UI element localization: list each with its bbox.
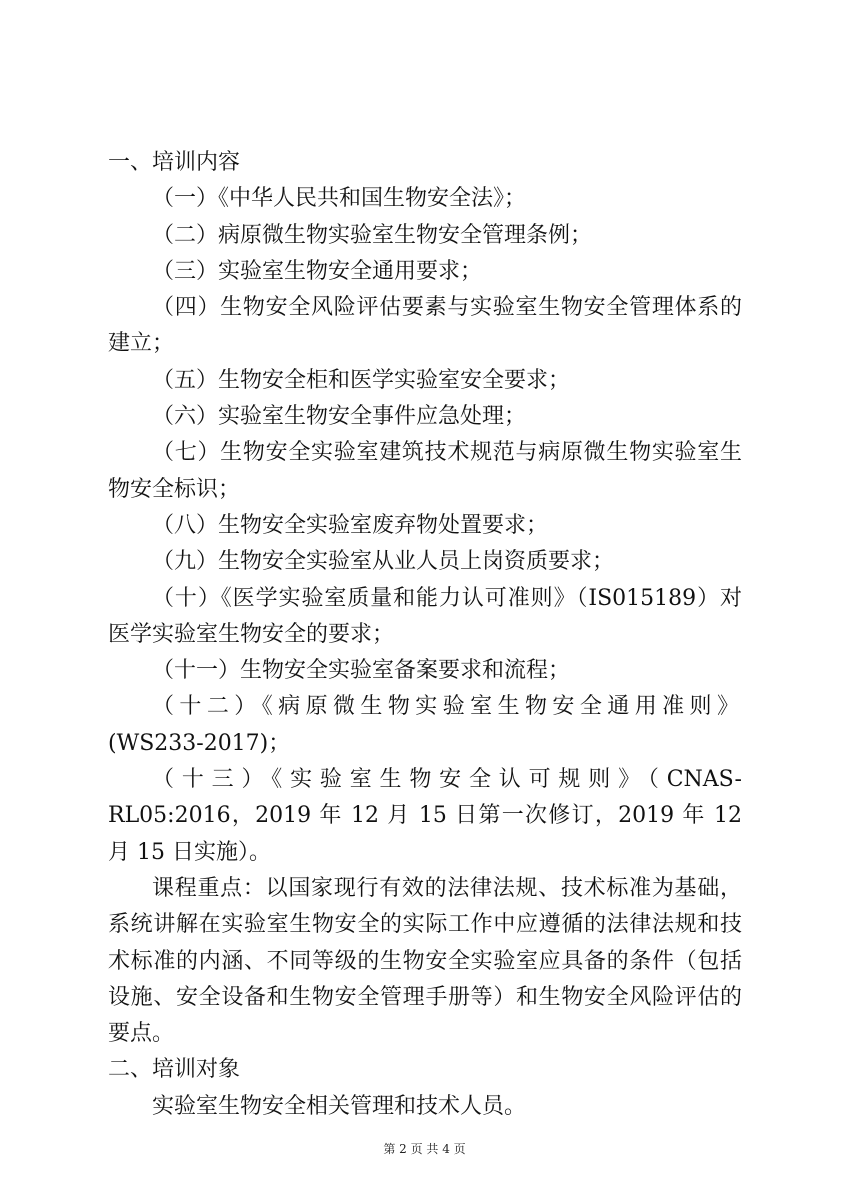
list-item: （七）生物安全实验室建筑技术规范与病原微生物实验室生物安全标识； bbox=[108, 440, 742, 502]
list-item: （九）生物安全实验室从业人员上岗资质要求； bbox=[152, 549, 615, 575]
list-item: （十一）生物安全实验室备案要求和流程； bbox=[152, 658, 571, 684]
section-heading-training-audience: 二、培训对象 bbox=[108, 1057, 241, 1083]
training-audience-text: 实验室生物安全相关管理和技术人员。 bbox=[152, 1093, 527, 1119]
list-item: （十二）《病原微生物实验室生物安全通用准则》 bbox=[152, 694, 742, 720]
list-item: （三）实验室生物安全通用要求； bbox=[152, 258, 483, 284]
list-item: （八）生物安全实验室废弃物处置要求； bbox=[152, 512, 549, 538]
page-number-footer: 第 2 页 共 4 页 bbox=[383, 1142, 466, 1156]
course-focus-paragraph: 课程重点：以国家现行有效的法律法规、技术标准为基础，系统讲解在实验室生物安全的实际工作中应遵循的法律法规和技术标准的内涵、不同等级的生物安全实验室应具备的条件（包括设施、安全设备和生物安全管理手册等）和生物安全风险评估的要点。 bbox=[108, 875, 742, 1047]
document-body bbox=[108, 145, 742, 1125]
list-item: （二）病原微生物实验室生物安全管理条例； bbox=[152, 222, 593, 248]
list-item: （十三）《实验室生物安全认可规则》（CNAS-RL05:2016，2019 年 12 月 15 日第一次修订，2019 年 12 月 15 日实施）。 bbox=[108, 767, 742, 865]
section-heading-training-content: 一、培训内容 bbox=[108, 150, 241, 175]
list-item: （六）实验室生物安全事件应急处理； bbox=[152, 404, 527, 430]
list-item: （一）《中华人民共和国生物安全法》； bbox=[152, 186, 527, 212]
list-item: （五）生物安全柜和医学实验室安全要求； bbox=[152, 367, 571, 393]
list-item: （四）生物安全风险评估要素与实验室生物安全管理体系的建立； bbox=[108, 295, 742, 357]
list-item: （十）《医学实验室质量和能力认可准则》（IS015189）对医学实验室生物安全的要求； bbox=[108, 585, 742, 647]
training-content-list bbox=[108, 181, 742, 871]
list-item-continuation: (WS233-2017)； bbox=[108, 730, 291, 756]
